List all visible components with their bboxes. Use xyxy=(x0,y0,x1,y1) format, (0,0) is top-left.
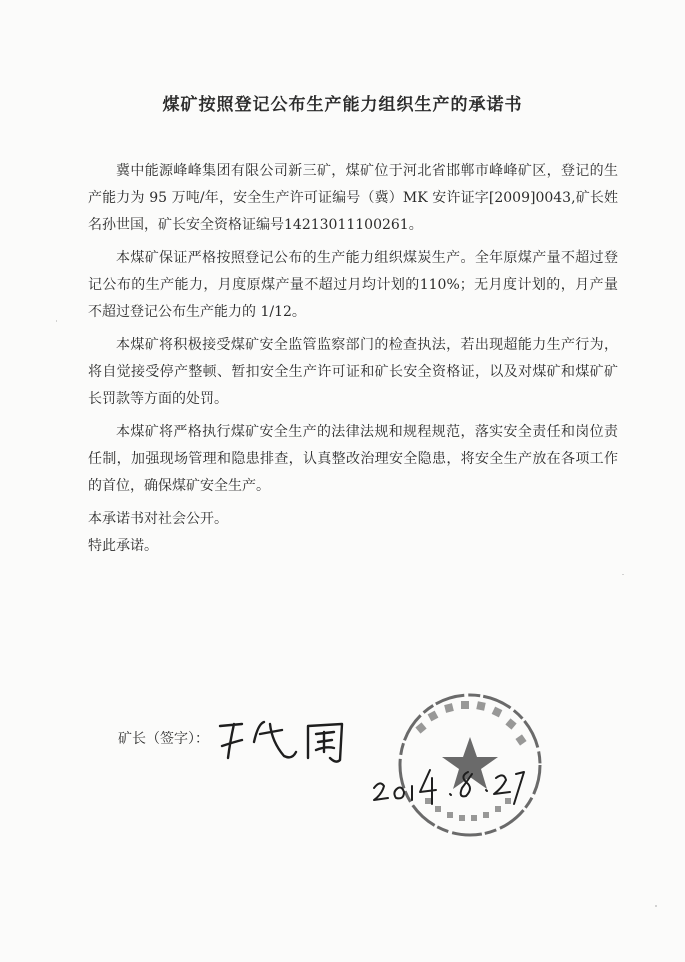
handwritten-signature-icon xyxy=(212,712,362,767)
public-statement: 本承诺书对社会公开。 xyxy=(88,511,228,527)
scan-speck xyxy=(655,905,657,907)
scan-speck xyxy=(622,574,624,575)
paragraph-2: 本煤矿保证严格按照登记公布的生产能力组织煤炭生产。全年原煤产量不超过登记公布的生产能力，月度原煤产量不超过月均计划的110%；无月度计划的，月产量不超过登记公布生产能力的 1/12。 xyxy=(88,250,618,320)
paragraph-3: 本煤矿将积极接受煤矿安全监管监察部门的检查执法，若出现超能力生产行为，将自觉接受停产整顿、暂扣安全生产许可证和矿长安全资格证，以及对煤矿和煤矿矿长罚款等方面的处罚。 xyxy=(88,337,618,407)
handwritten-date-icon xyxy=(368,758,528,808)
document-title: 煤矿按照登记公布生产能力组织生产的承诺书 xyxy=(162,95,523,115)
paragraph-1: 冀中能源峰峰集团有限公司新三矿，煤矿位于河北省邯郸市峰峰矿区，登记的生产能力为 95 万吨/年，安全生产许可证编号（冀）MK 安许证字[2009]0043,矿长姓名孙世国，矿长安全资格证编号14213011100261。 xyxy=(88,163,618,233)
closing-statement: 特此承诺。 xyxy=(88,538,158,554)
paragraph-4: 本煤矿将严格执行煤矿安全生产的法律法规和规程规范，落实安全责任和岗位责任制，加强现场管理和隐患排查，认真整改治理安全隐患，将安全生产放在各项工作的首位，确保煤矿安全生产。 xyxy=(88,424,618,494)
scan-speck xyxy=(56,320,57,322)
signature-label: 矿长（签字）： xyxy=(118,731,209,747)
document-body xyxy=(88,158,618,560)
